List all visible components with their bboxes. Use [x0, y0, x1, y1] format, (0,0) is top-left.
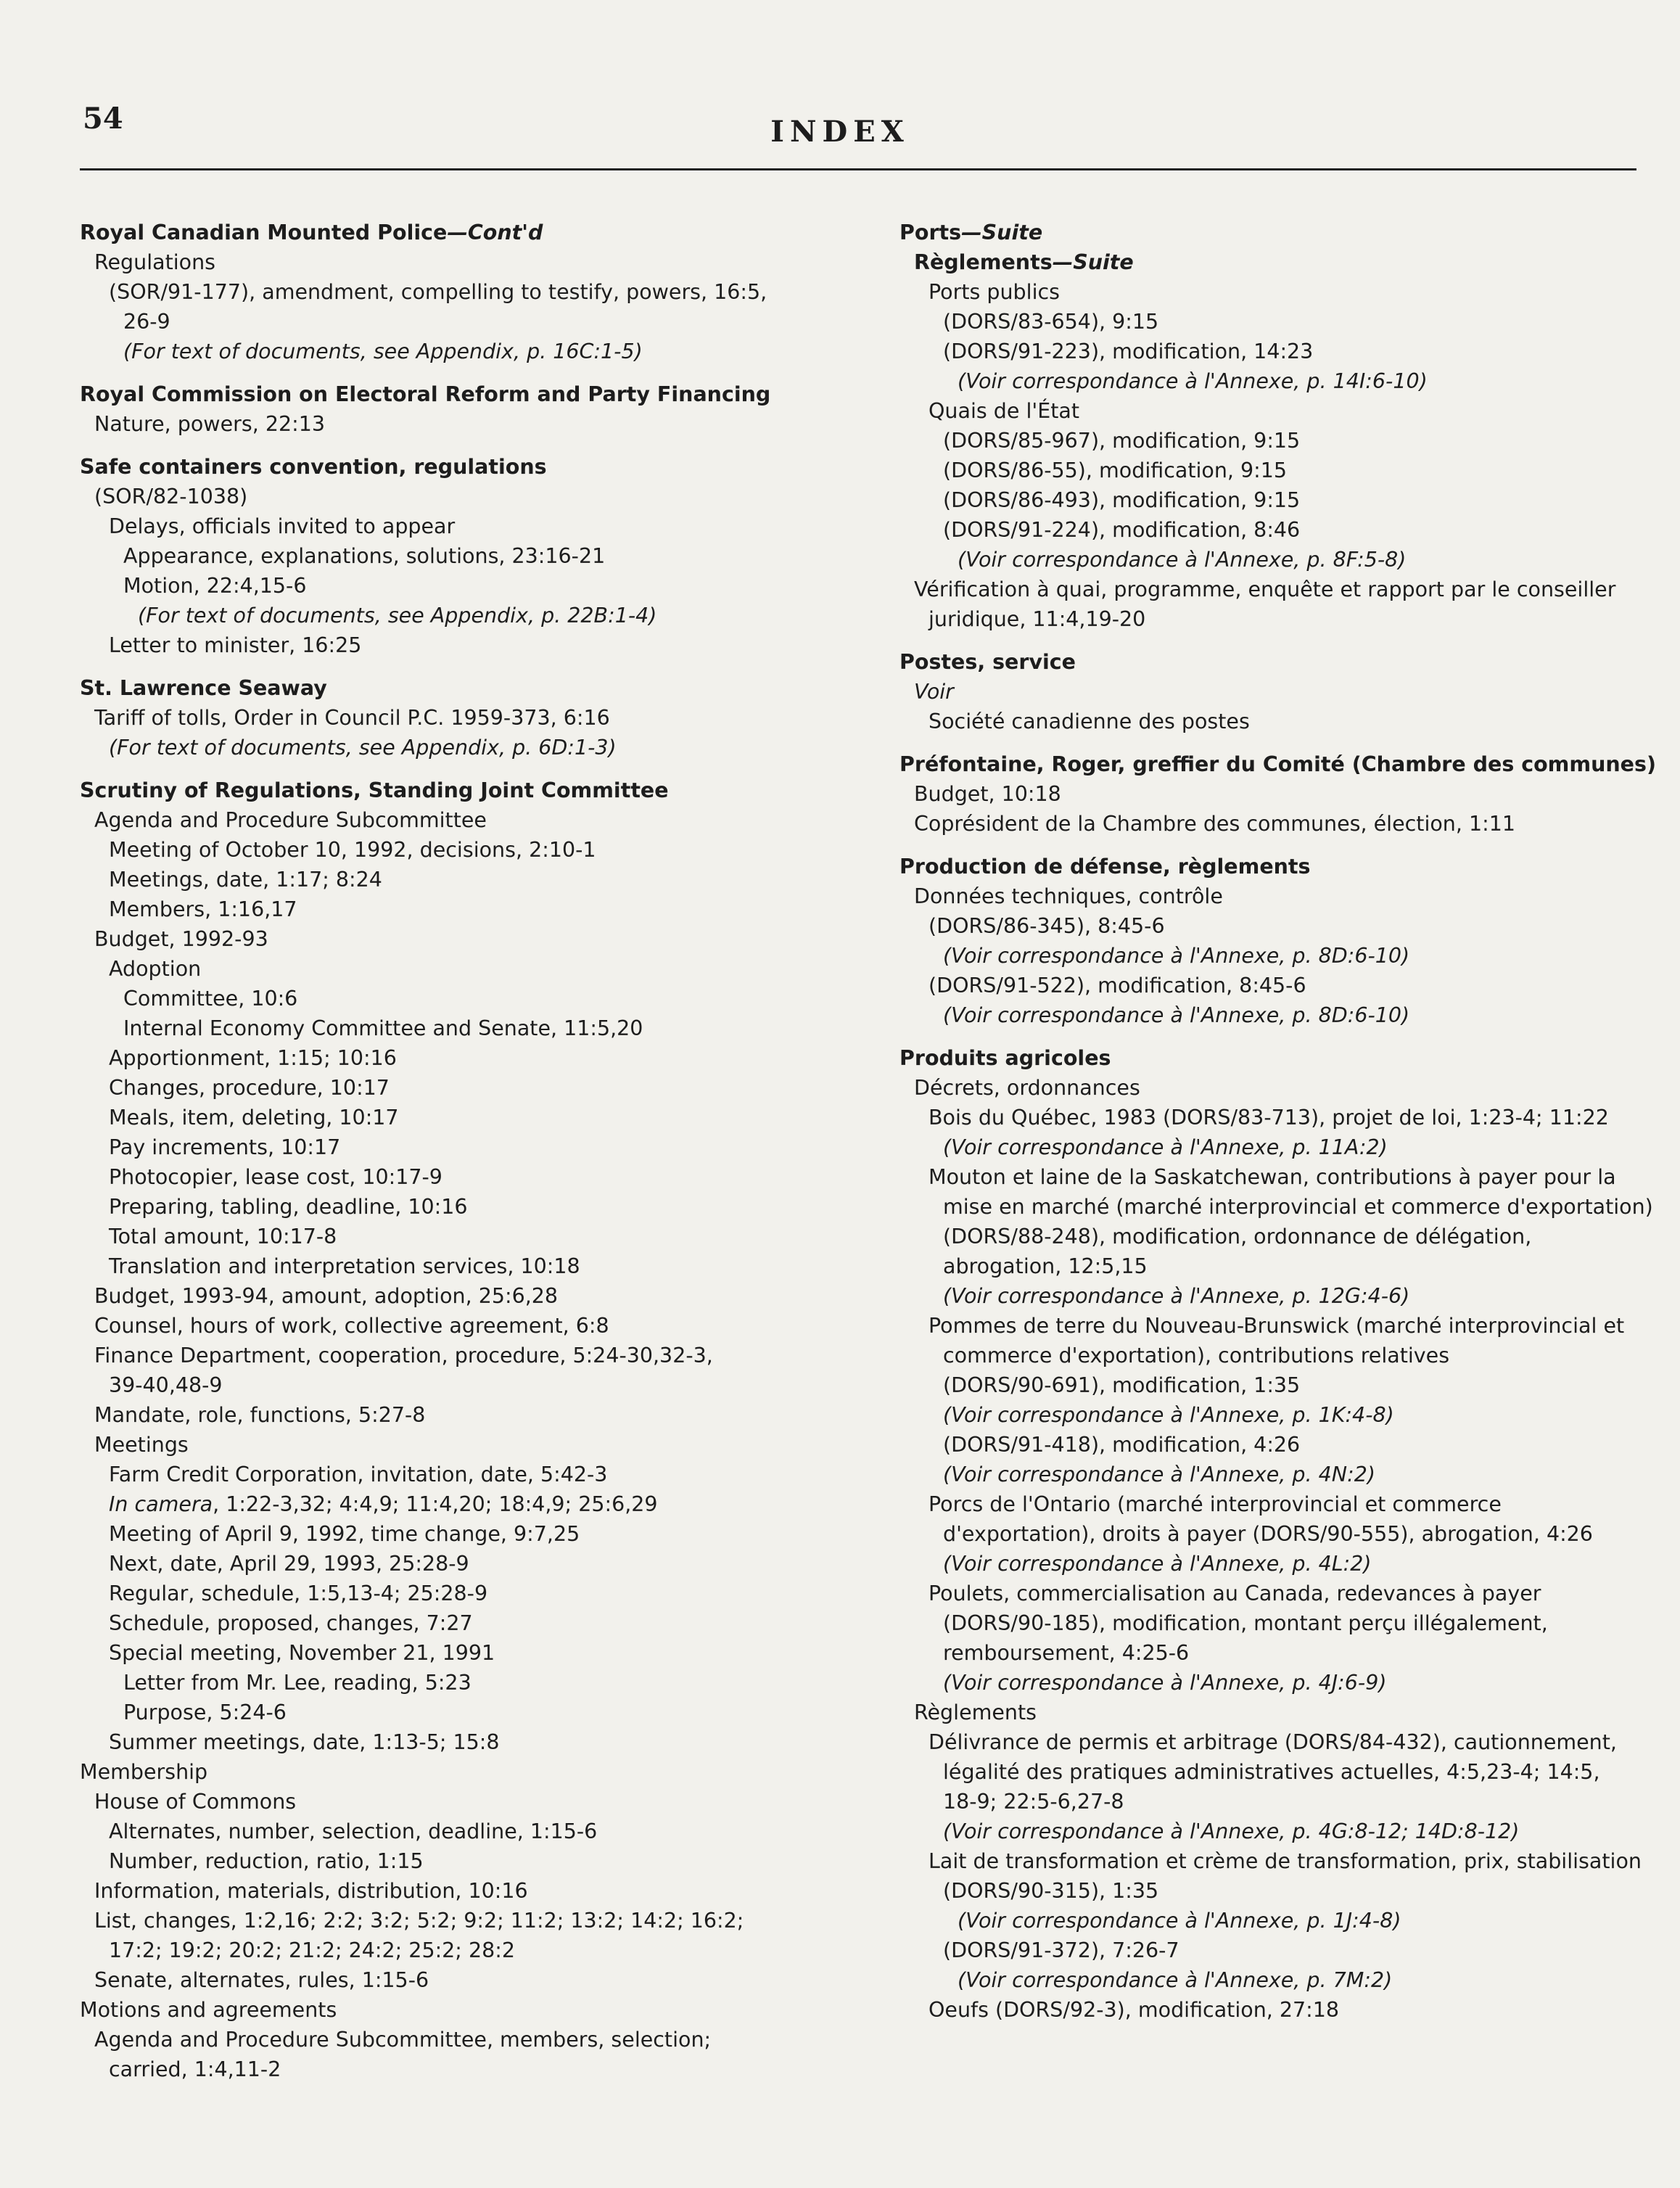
- index-subentry: [80, 805, 849, 835]
- entry-text: Pommes de terre du Nouveau-Brunswick (marché interprovincial et: [928, 1314, 1625, 1338]
- index-subentry: [899, 1787, 1647, 1817]
- index-subentry: [899, 971, 1647, 1000]
- entry-text: (Voir correspondance à l'Annexe, p. 8F:5-8): [958, 548, 1407, 572]
- entry-text: Porcs de l'Ontario (marché interprovincial et commerce: [928, 1492, 1502, 1516]
- index-subentry: [80, 1608, 849, 1638]
- header-rule: [80, 168, 1636, 170]
- index-subentry: [899, 485, 1647, 515]
- index-subentry: [899, 1698, 1647, 1727]
- entry-text: carried, 1:4,11-2: [109, 2057, 281, 2081]
- index-reference: [899, 1132, 1647, 1162]
- entry-text: (Voir correspondance à l'Annexe, p. 4N:2): [943, 1463, 1375, 1486]
- entry-text: Société canadienne des postes: [928, 710, 1250, 733]
- entry-text: House of Commons: [94, 1790, 297, 1814]
- index-subentry: [899, 1222, 1647, 1251]
- heading-text: Royal Canadian Mounted Police: [80, 221, 448, 244]
- index-reference: [899, 366, 1647, 396]
- index-subentry: [80, 541, 849, 571]
- entry-text: Règlements: [914, 1700, 1037, 1724]
- entry-text: (DORS/91-224), modification, 8:46: [943, 518, 1301, 542]
- index-subentry: [899, 1579, 1647, 1608]
- index-subentry: [899, 337, 1647, 366]
- index-heading: [899, 852, 1647, 881]
- index-subentry: [899, 707, 1647, 736]
- entry-text: Committee, 10:6: [123, 987, 298, 1011]
- entry-text: Counsel, hours of work, collective agreement, 6:8: [94, 1314, 609, 1338]
- entry-text: Preparing, tabling, deadline, 10:16: [109, 1195, 468, 1219]
- index-subentry: [80, 1073, 849, 1103]
- index-subentry: [899, 1192, 1653, 1222]
- index-subentry: [899, 1638, 1647, 1668]
- index-reference: [899, 1460, 1647, 1489]
- entry-text: (For text of documents, see Appendix, p. 22B:1-4): [138, 604, 657, 628]
- entry-text: (DORS/86-493), modification, 9:15: [943, 488, 1301, 512]
- index-reference: [80, 337, 849, 366]
- index-subentry: [80, 1549, 849, 1579]
- index-subentry: [899, 604, 1647, 634]
- index-column-left: [80, 218, 849, 2097]
- index-reference: [899, 1000, 1647, 1030]
- index-heading: [80, 218, 849, 247]
- entry-text: (Voir correspondance à l'Annexe, p. 11A:2): [943, 1135, 1388, 1159]
- heading-text: Préfontaine, Roger, greffier du Comité (Chambre des communes): [899, 752, 1656, 776]
- entry-text: Poulets, commercialisation au Canada, redevances à payer: [928, 1582, 1541, 1605]
- entry-text: Mouton et laine de la Saskatchewan, contributions à payer pour la: [928, 1165, 1616, 1189]
- index-reference: [899, 1965, 1647, 1995]
- entry-text: Total amount, 10:17-8: [109, 1225, 337, 1249]
- heading-text: Royal Commission on Electoral Reform and Party Financing: [80, 382, 771, 406]
- entry-text: Meals, item, deleting, 10:17: [109, 1106, 399, 1130]
- index-subentry: [899, 575, 1647, 604]
- index-subentry: [80, 1400, 849, 1430]
- entry-text: Pay increments, 10:17: [109, 1135, 341, 1159]
- index-subentry: [80, 1876, 849, 1906]
- index-subentry: [80, 2025, 849, 2055]
- entry-text: (DORS/90-185), modification, montant perçu illégalement,: [943, 1611, 1548, 1635]
- index-subentry: [899, 1430, 1647, 1460]
- entry-text: Delays, officials invited to appear: [109, 514, 456, 538]
- entry-text: (Voir correspondance à l'Annexe, p. 14I:6-10): [958, 369, 1428, 393]
- heading-text: Scrutiny of Regulations, Standing Joint Committee: [80, 778, 669, 802]
- index-subentry: [80, 1846, 849, 1876]
- index-subentry: [80, 835, 849, 865]
- index-reference: [80, 733, 849, 762]
- entry-text: Internal Economy Committee and Senate, 11:5,20: [123, 1016, 643, 1040]
- entry-text: Adoption: [109, 957, 202, 981]
- entry-text: Décrets, ordonnances: [914, 1076, 1140, 1100]
- entry-text: Regulations: [94, 250, 216, 274]
- index-subentry: [899, 277, 1647, 307]
- heading-text: Produits agricoles: [899, 1046, 1111, 1070]
- index-subentry: [899, 1162, 1647, 1192]
- entry-text: Voir: [914, 680, 954, 704]
- index-reference: [80, 601, 849, 630]
- index-subentry: [80, 1103, 849, 1132]
- entry-text: Quais de l'État: [928, 399, 1080, 423]
- index-subentry: [899, 1757, 1647, 1787]
- entry-text: Motion, 22:4,15-6: [123, 574, 307, 598]
- index-subentry: [899, 1073, 1647, 1103]
- index-subentry: [899, 1370, 1647, 1400]
- entry-text: abrogation, 12:5,15: [943, 1254, 1148, 1278]
- entry-text: Regular, schedule, 1:5,13-4; 25:28-9: [109, 1582, 488, 1605]
- index-subentry: [80, 954, 849, 984]
- index-heading: [80, 452, 849, 482]
- entry-text: (Voir correspondance à l'Annexe, p. 8D:6-10): [943, 1003, 1410, 1027]
- index-subentry: [899, 1103, 1647, 1132]
- index-subentry: [899, 809, 1647, 839]
- entry-text: Meetings, date, 1:17; 8:24: [109, 868, 382, 892]
- index-subentry: [80, 1995, 849, 2025]
- index-subentry: [80, 1430, 849, 1460]
- index-reference: [899, 1549, 1647, 1579]
- heading-text: Ports: [899, 221, 962, 244]
- index-subentry: [899, 456, 1647, 485]
- index-subentry: [899, 779, 1647, 809]
- index-subentry: [899, 515, 1647, 545]
- heading-text: Production de défense, règlements: [899, 855, 1311, 879]
- entry-text: (DORS/85-967), modification, 9:15: [943, 429, 1301, 453]
- index-heading: [899, 218, 1647, 247]
- entry-text: Motions and agreements: [80, 1998, 337, 2022]
- entry-text: Translation and interpretation services, 10:18: [109, 1254, 580, 1278]
- heading-text: Postes, service: [899, 650, 1076, 674]
- index-subentry: [80, 1757, 849, 1787]
- index-subentry: [80, 1489, 849, 1519]
- index-subentry: [899, 1251, 1647, 1281]
- entry-text: Farm Credit Corporation, invitation, date, 5:42-3: [109, 1463, 608, 1486]
- entry-text: 39-40,48-9: [109, 1373, 223, 1397]
- index-subentry: [80, 924, 849, 954]
- index-subentry: [899, 1995, 1647, 2025]
- index-subentry: [80, 277, 849, 307]
- index-subentry: [80, 1281, 849, 1311]
- index-subentry: [80, 1460, 849, 1489]
- heading-text: Règlements: [914, 250, 1053, 274]
- entry-text: (Voir correspondance à l'Annexe, p. 4L:2): [943, 1552, 1372, 1576]
- running-head: INDEX: [770, 115, 910, 149]
- index-reference: [899, 1668, 1647, 1698]
- entry-text: Alternates, number, selection, deadline, 1:15-6: [109, 1819, 598, 1843]
- entry-text: (For text of documents, see Appendix, p. 16C:1-5): [123, 340, 643, 363]
- entry-text: Agenda and Procedure Subcommittee: [94, 808, 487, 832]
- entry-text: Meetings: [94, 1433, 189, 1457]
- entry-text: Purpose, 5:24-6: [123, 1700, 287, 1724]
- entry-text: Lait de transformation et crème de transformation, prix, stabilisation: [928, 1849, 1642, 1873]
- entry-text: mise en marché (marché interprovincial et commerce d'exportation): [943, 1195, 1653, 1219]
- index-entry: [899, 218, 1647, 634]
- entry-text: Information, materials, distribution, 10:16: [94, 1879, 528, 1903]
- index-subentry: [899, 396, 1647, 426]
- index-subentry: [899, 307, 1647, 337]
- index-subentry: [80, 1162, 849, 1192]
- index-subentry: [80, 1043, 849, 1073]
- index-column-right: [899, 218, 1656, 2038]
- index-subentry: [899, 1727, 1647, 1757]
- index-reference: [899, 1281, 1647, 1311]
- entry-text: (DORS/91-522), modification, 8:45-6: [928, 974, 1306, 998]
- index-subentry: [899, 1936, 1647, 1965]
- index-subentry: [80, 865, 849, 894]
- index-subentry: [899, 881, 1647, 911]
- entry-text: (Voir correspondance à l'Annexe, p. 4G:8-12; 14D:8-12): [943, 1819, 1520, 1843]
- entry-text: (SOR/91-177), amendment, compelling to testify, powers, 16:5,: [109, 280, 767, 304]
- index-subentry: [80, 630, 849, 660]
- entry-text: Special meeting, November 21, 1991: [109, 1641, 495, 1665]
- index-reference: [899, 545, 1647, 575]
- heading-text: St. Lawrence Seaway: [80, 676, 327, 700]
- entry-text: (DORS/86-345), 8:45-6: [928, 914, 1165, 938]
- index-subentry: [80, 1906, 849, 1936]
- entry-text: Number, reduction, ratio, 1:15: [109, 1849, 424, 1873]
- index-subentry: [80, 1965, 849, 1995]
- index-entry: [80, 673, 849, 762]
- index-entry: [80, 218, 849, 366]
- entry-text: (DORS/90-315), 1:35: [943, 1879, 1159, 1903]
- index-subentry: [899, 1846, 1647, 1876]
- entry-text: (DORS/86-55), modification, 9:15: [943, 458, 1288, 482]
- heading-continuation: —Suite: [1052, 250, 1134, 274]
- index-subentry: [80, 1579, 849, 1608]
- entry-text: remboursement, 4:25-6: [943, 1641, 1190, 1665]
- index-subentry: [899, 1311, 1647, 1341]
- entry-text: Schedule, proposed, changes, 7:27: [109, 1611, 473, 1635]
- index-subentry: [80, 307, 849, 337]
- entry-text: Meeting of October 10, 1992, decisions, 2:10-1: [109, 838, 596, 862]
- entry-text: Letter to minister, 16:25: [109, 633, 362, 657]
- index-subentry: [80, 1132, 849, 1162]
- entry-text: Senate, alternates, rules, 1:15-6: [94, 1968, 429, 1992]
- index-subentry: [80, 409, 849, 439]
- index-reference: [899, 1400, 1647, 1430]
- entry-text: List, changes, 1:2,16; 2:2; 3:2; 5:2; 9:2; 11:2; 13:2; 14:2; 16:2;: [94, 1909, 744, 1933]
- entry-text: (Voir correspondance à l'Annexe, p. 1J:4-8): [958, 1909, 1401, 1933]
- entry-text: (Voir correspondance à l'Annexe, p. 7M:2): [958, 1968, 1393, 1992]
- index-subentry: [899, 1608, 1647, 1638]
- index-subentry: [80, 1698, 849, 1727]
- index-entry: [80, 452, 849, 660]
- entry-text: 26-9: [123, 310, 170, 334]
- entry-text: (DORS/90-691), modification, 1:35: [943, 1373, 1301, 1397]
- index-subentry: [80, 984, 849, 1013]
- entry-text: Budget, 1993-94, amount, adoption, 25:6,28: [94, 1284, 559, 1308]
- entry-text: (DORS/91-223), modification, 14:23: [943, 340, 1314, 363]
- index-subentry: [899, 911, 1647, 941]
- entry-text: Apportionment, 1:15; 10:16: [109, 1046, 397, 1070]
- index-heading: [80, 776, 849, 805]
- entry-text: (SOR/82-1038): [94, 485, 248, 509]
- entry-text: (DORS/91-372), 7:26-7: [943, 1938, 1179, 1962]
- heading-text: Safe containers convention, regulations: [80, 455, 547, 479]
- index-reference: [899, 1906, 1647, 1936]
- entry-text: Coprésident de la Chambre des communes, élection, 1:11: [914, 812, 1515, 836]
- entry-text: commerce d'exportation), contributions relatives: [943, 1344, 1450, 1368]
- index-entry: [899, 1043, 1653, 2025]
- index-heading: [899, 647, 1647, 677]
- index-entry: [80, 776, 849, 2084]
- index-subentry: [80, 1341, 849, 1370]
- entry-text: Budget, 10:18: [914, 782, 1061, 806]
- index-subentry: [80, 1787, 849, 1817]
- heading-continuation: —Cont'd: [447, 221, 543, 244]
- index-subentry: [80, 1668, 849, 1698]
- entry-text: (Voir correspondance à l'Annexe, p. 1K:4-8): [943, 1403, 1394, 1427]
- entry-text: (DORS/91-418), modification, 4:26: [943, 1433, 1301, 1457]
- index-subentry: [80, 1251, 849, 1281]
- entry-text: Tariff of tolls, Order in Council P.C. 1959-373, 6:16: [94, 706, 610, 730]
- entry-text: Données techniques, contrôle: [914, 884, 1223, 908]
- index-reference: [899, 941, 1647, 971]
- entry-text: , 1:22-3,32; 4:4,9; 11:4,20; 18:4,9; 25:6,29: [213, 1492, 658, 1516]
- index-subentry: [80, 1311, 849, 1341]
- entry-text: Ports publics: [928, 280, 1061, 304]
- index-subentry: [80, 1192, 849, 1222]
- entry-text: Meeting of April 9, 1992, time change, 9:7,25: [109, 1522, 580, 1546]
- index-subentry: [80, 482, 849, 511]
- page-number: 54: [83, 102, 123, 136]
- entry-text: Budget, 1992-93: [94, 927, 268, 951]
- index-subentry: [80, 703, 849, 733]
- entry-text: Appearance, explanations, solutions, 23:16-21: [123, 544, 606, 568]
- entry-text: Next, date, April 29, 1993, 25:28-9: [109, 1552, 469, 1576]
- entry-text: Membership: [80, 1760, 208, 1784]
- index-heading: [80, 673, 849, 703]
- entry-text: 18-9; 22:5-6,27-8: [943, 1790, 1124, 1814]
- index-subentry: [80, 247, 849, 277]
- index-subentry: [80, 1817, 849, 1846]
- index-heading: [899, 1043, 1647, 1073]
- entry-text: Oeufs (DORS/92-3), modification, 27:18: [928, 1998, 1340, 2022]
- index-entry: [899, 749, 1656, 839]
- entry-text: Letter from Mr. Lee, reading, 5:23: [123, 1671, 472, 1695]
- index-subentry: [899, 1519, 1647, 1549]
- index-subentry: [899, 426, 1647, 456]
- index-heading: [80, 379, 849, 409]
- italic-term: In camera: [109, 1492, 213, 1516]
- index-entry: [80, 379, 849, 439]
- entry-text: juridique, 11:4,19-20: [928, 607, 1146, 631]
- index-entry: [899, 852, 1647, 1030]
- index-subentry: [899, 1341, 1647, 1370]
- index-heading: [899, 247, 1647, 277]
- index-subentry: [80, 1519, 849, 1549]
- index-subentry: [80, 1370, 849, 1400]
- entry-text: d'exportation), droits à payer (DORS/90-555), abrogation, 4:26: [943, 1522, 1593, 1546]
- entry-text: (DORS/83-654), 9:15: [943, 310, 1159, 334]
- entry-text: Members, 1:16,17: [109, 897, 297, 921]
- index-subentry: [80, 894, 849, 924]
- entry-text: Finance Department, cooperation, procedure, 5:24-30,32-3,: [94, 1344, 713, 1368]
- entry-text: Photocopier, lease cost, 10:17-9: [109, 1165, 442, 1189]
- entry-text: (For text of documents, see Appendix, p. 6D:1-3): [109, 736, 617, 760]
- index-subentry: [80, 1727, 849, 1757]
- entry-text: Délivrance de permis et arbitrage (DORS/84-432), cautionnement,: [928, 1730, 1617, 1754]
- heading-continuation: —Suite: [961, 221, 1043, 244]
- entry-text: Agenda and Procedure Subcommittee, members, selection;: [94, 2028, 712, 2052]
- index-subentry: [899, 1489, 1647, 1519]
- entry-text: (Voir correspondance à l'Annexe, p. 8D:6-10): [943, 944, 1410, 968]
- index-entry: [899, 647, 1647, 736]
- entry-text: (Voir correspondance à l'Annexe, p. 4J:6-9): [943, 1671, 1387, 1695]
- entry-text: Changes, procedure, 10:17: [109, 1076, 390, 1100]
- index-subentry: [80, 1013, 849, 1043]
- index-subentry: [899, 1876, 1647, 1906]
- index-subentry: [80, 511, 849, 541]
- index-subentry: [80, 1936, 849, 1965]
- index-subentry: [80, 1222, 849, 1251]
- entry-text: légalité des pratiques administratives actuelles, 4:5,23-4; 14:5,: [943, 1760, 1600, 1784]
- index-reference: [899, 677, 1647, 707]
- entry-text: Mandate, role, functions, 5:27-8: [94, 1403, 426, 1427]
- entry-text: (Voir correspondance à l'Annexe, p. 12G:4-6): [943, 1284, 1410, 1308]
- entry-text: (DORS/88-248), modification, ordonnance de délégation,: [943, 1225, 1532, 1249]
- index-heading: [899, 749, 1656, 779]
- index-subentry: [80, 1638, 849, 1668]
- index-reference: [899, 1817, 1647, 1846]
- entry-text: Summer meetings, date, 1:13-5; 15:8: [109, 1730, 500, 1754]
- entry-text: 17:2; 19:2; 20:2; 21:2; 24:2; 25:2; 28:2: [109, 1938, 515, 1962]
- index-subentry: [80, 571, 849, 601]
- entry-text: Vérification à quai, programme, enquête et rapport par le conseiller: [914, 577, 1616, 601]
- index-subentry: [80, 2055, 849, 2084]
- entry-text: Nature, powers, 22:13: [94, 412, 325, 436]
- entry-text: Bois du Québec, 1983 (DORS/83-713), projet de loi, 1:23-4; 11:22: [928, 1106, 1609, 1130]
